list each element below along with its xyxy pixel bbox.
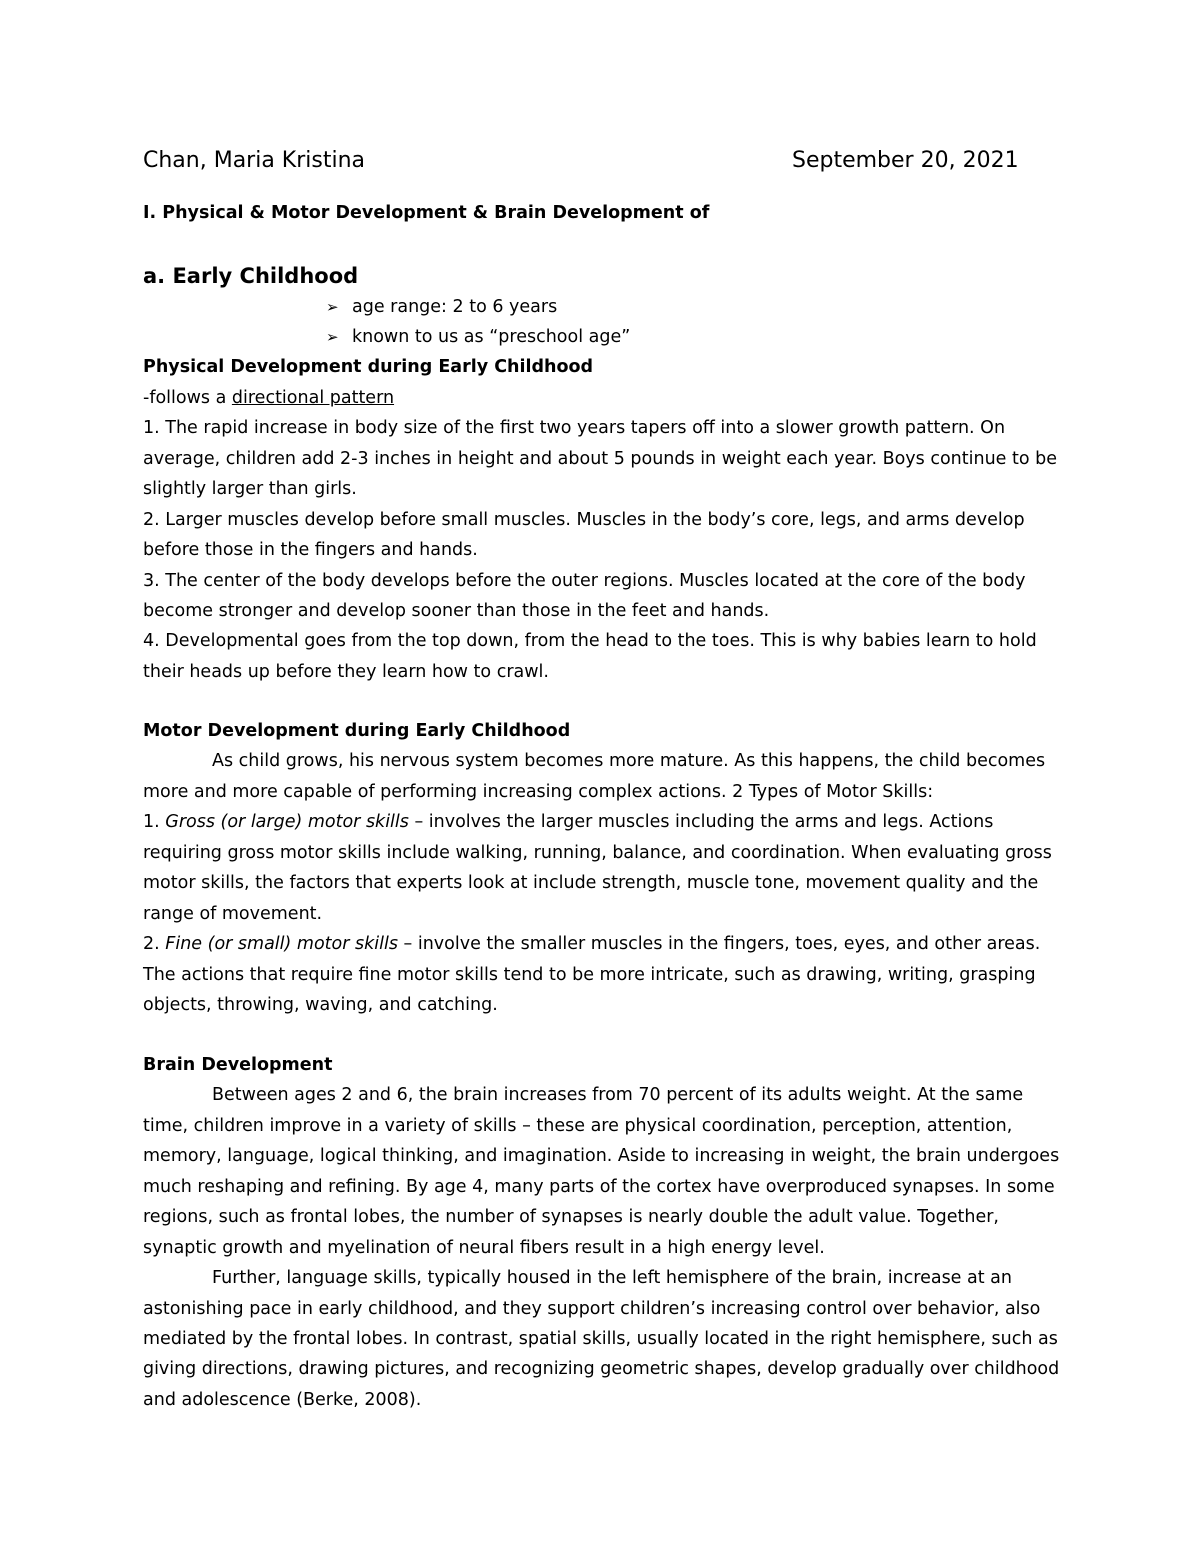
paragraph-line: 3. The center of the body develops before the outer regions. Muscles located at the core of the body bbox=[143, 571, 1026, 591]
fine-motor-line bbox=[143, 936, 1040, 954]
paragraph-line: slightly larger than girls. bbox=[143, 479, 357, 499]
paragraph-line: motor skills, the factors that experts look at include strength, muscle tone, movement quality and the bbox=[143, 873, 1039, 893]
paragraph-line: astonishing pace in early childhood, and they support children’s increasing control over behavior, also bbox=[143, 1299, 1041, 1319]
paragraph-line: mediated by the frontal lobes. In contrast, spatial skills, usually located in the right hemisphere, such as bbox=[143, 1329, 1058, 1349]
paragraph-line: synaptic growth and myelination of neural fibers result in a high energy level. bbox=[143, 1238, 825, 1258]
brain-heading: Brain Development bbox=[143, 1055, 333, 1075]
paragraph-line: memory, language, logical thinking, and imagination. Aside to increasing in weight, the brain undergoes bbox=[143, 1146, 1060, 1166]
item-number: 2. bbox=[143, 934, 166, 954]
paragraph-line: objects, throwing, waving, and catching. bbox=[143, 995, 498, 1015]
paragraph-line: their heads up before they learn how to crawl. bbox=[143, 662, 549, 682]
paragraph-line: range of movement. bbox=[143, 904, 323, 924]
list-item bbox=[326, 299, 557, 317]
paragraph-line: before those in the fingers and hands. bbox=[143, 540, 478, 560]
intro-underlined: directional pattern bbox=[231, 388, 395, 408]
arrow-bullet-icon: ➢ bbox=[326, 298, 339, 316]
bullet-text: known to us as “preschool age” bbox=[352, 327, 631, 347]
paragraph-line: As child grows, his nervous system becomes more mature. As this happens, the child becomes bbox=[212, 751, 1046, 771]
paragraph-line: requiring gross motor skills include walking, running, balance, and coordination. When evaluating gross bbox=[143, 843, 1052, 863]
paragraph-line: average, children add 2-3 inches in height and about 5 pounds in weight each year. Boys continue to be bbox=[143, 449, 1058, 469]
motor-heading: Motor Development during Early Childhood bbox=[143, 721, 571, 741]
paragraph-line: 1. The rapid increase in body size of the first two years tapers off into a slower growth pattern. On bbox=[143, 418, 1006, 438]
list-item bbox=[326, 329, 630, 347]
paragraph-line: Further, language skills, typically housed in the left hemisphere of the brain, increase at an bbox=[212, 1268, 1012, 1288]
fine-rest: – involve the smaller muscles in the fingers, toes, eyes, and other areas. bbox=[397, 934, 1041, 954]
item-number: 1. bbox=[143, 812, 166, 832]
paragraph-line: regions, such as frontal lobes, the number of synapses is nearly double the adult value. Together, bbox=[143, 1207, 999, 1227]
paragraph-line: 4. Developmental goes from the top down, from the head to the toes. This is why babies learn to hold bbox=[143, 631, 1037, 651]
paragraph-line: much reshaping and refining. By age 4, many parts of the cortex have overproduced synapses. In some bbox=[143, 1177, 1055, 1197]
paragraph-line: Between ages 2 and 6, the brain increases from 70 percent of its adults weight. At the same bbox=[212, 1085, 1024, 1105]
physical-intro bbox=[143, 390, 394, 408]
paragraph-line: time, children improve in a variety of skills – these are physical coordination, perception, attention, bbox=[143, 1116, 1013, 1136]
author-name: Chan, Maria Kristina bbox=[143, 148, 366, 173]
physical-heading: Physical Development during Early Childhood bbox=[143, 357, 594, 377]
bullet-text: age range: 2 to 6 years bbox=[352, 297, 558, 317]
paragraph-line: and adolescence (Berke, 2008). bbox=[143, 1390, 422, 1410]
gross-rest: – involves the larger muscles including the arms and legs. Actions bbox=[408, 812, 994, 832]
paragraph-line: giving directions, drawing pictures, and recognizing geometric shapes, develop gradually over childhood bbox=[143, 1359, 1060, 1379]
document-date: September 20, 2021 bbox=[792, 148, 1019, 173]
fine-term: Fine (or small) motor skills bbox=[165, 934, 398, 954]
gross-term: Gross (or large) motor skills bbox=[165, 812, 409, 832]
subsection-title: a. Early Childhood bbox=[143, 264, 359, 288]
paragraph-line: 2. Larger muscles develop before small muscles. Muscles in the body’s core, legs, and arms develop bbox=[143, 510, 1025, 530]
paragraph-line: become stronger and develop sooner than those in the feet and hands. bbox=[143, 601, 770, 621]
intro-prefix: -follows a bbox=[143, 388, 232, 408]
section-title: I. Physical & Motor Development & Brain Development of bbox=[143, 203, 710, 223]
paragraph-line: The actions that require fine motor skills tend to be more intricate, such as drawing, writing, grasping bbox=[143, 965, 1036, 985]
gross-motor-line bbox=[143, 814, 993, 832]
arrow-bullet-icon: ➢ bbox=[326, 328, 339, 346]
paragraph-line: more and more capable of performing increasing complex actions. 2 Types of Motor Skills: bbox=[143, 782, 934, 802]
